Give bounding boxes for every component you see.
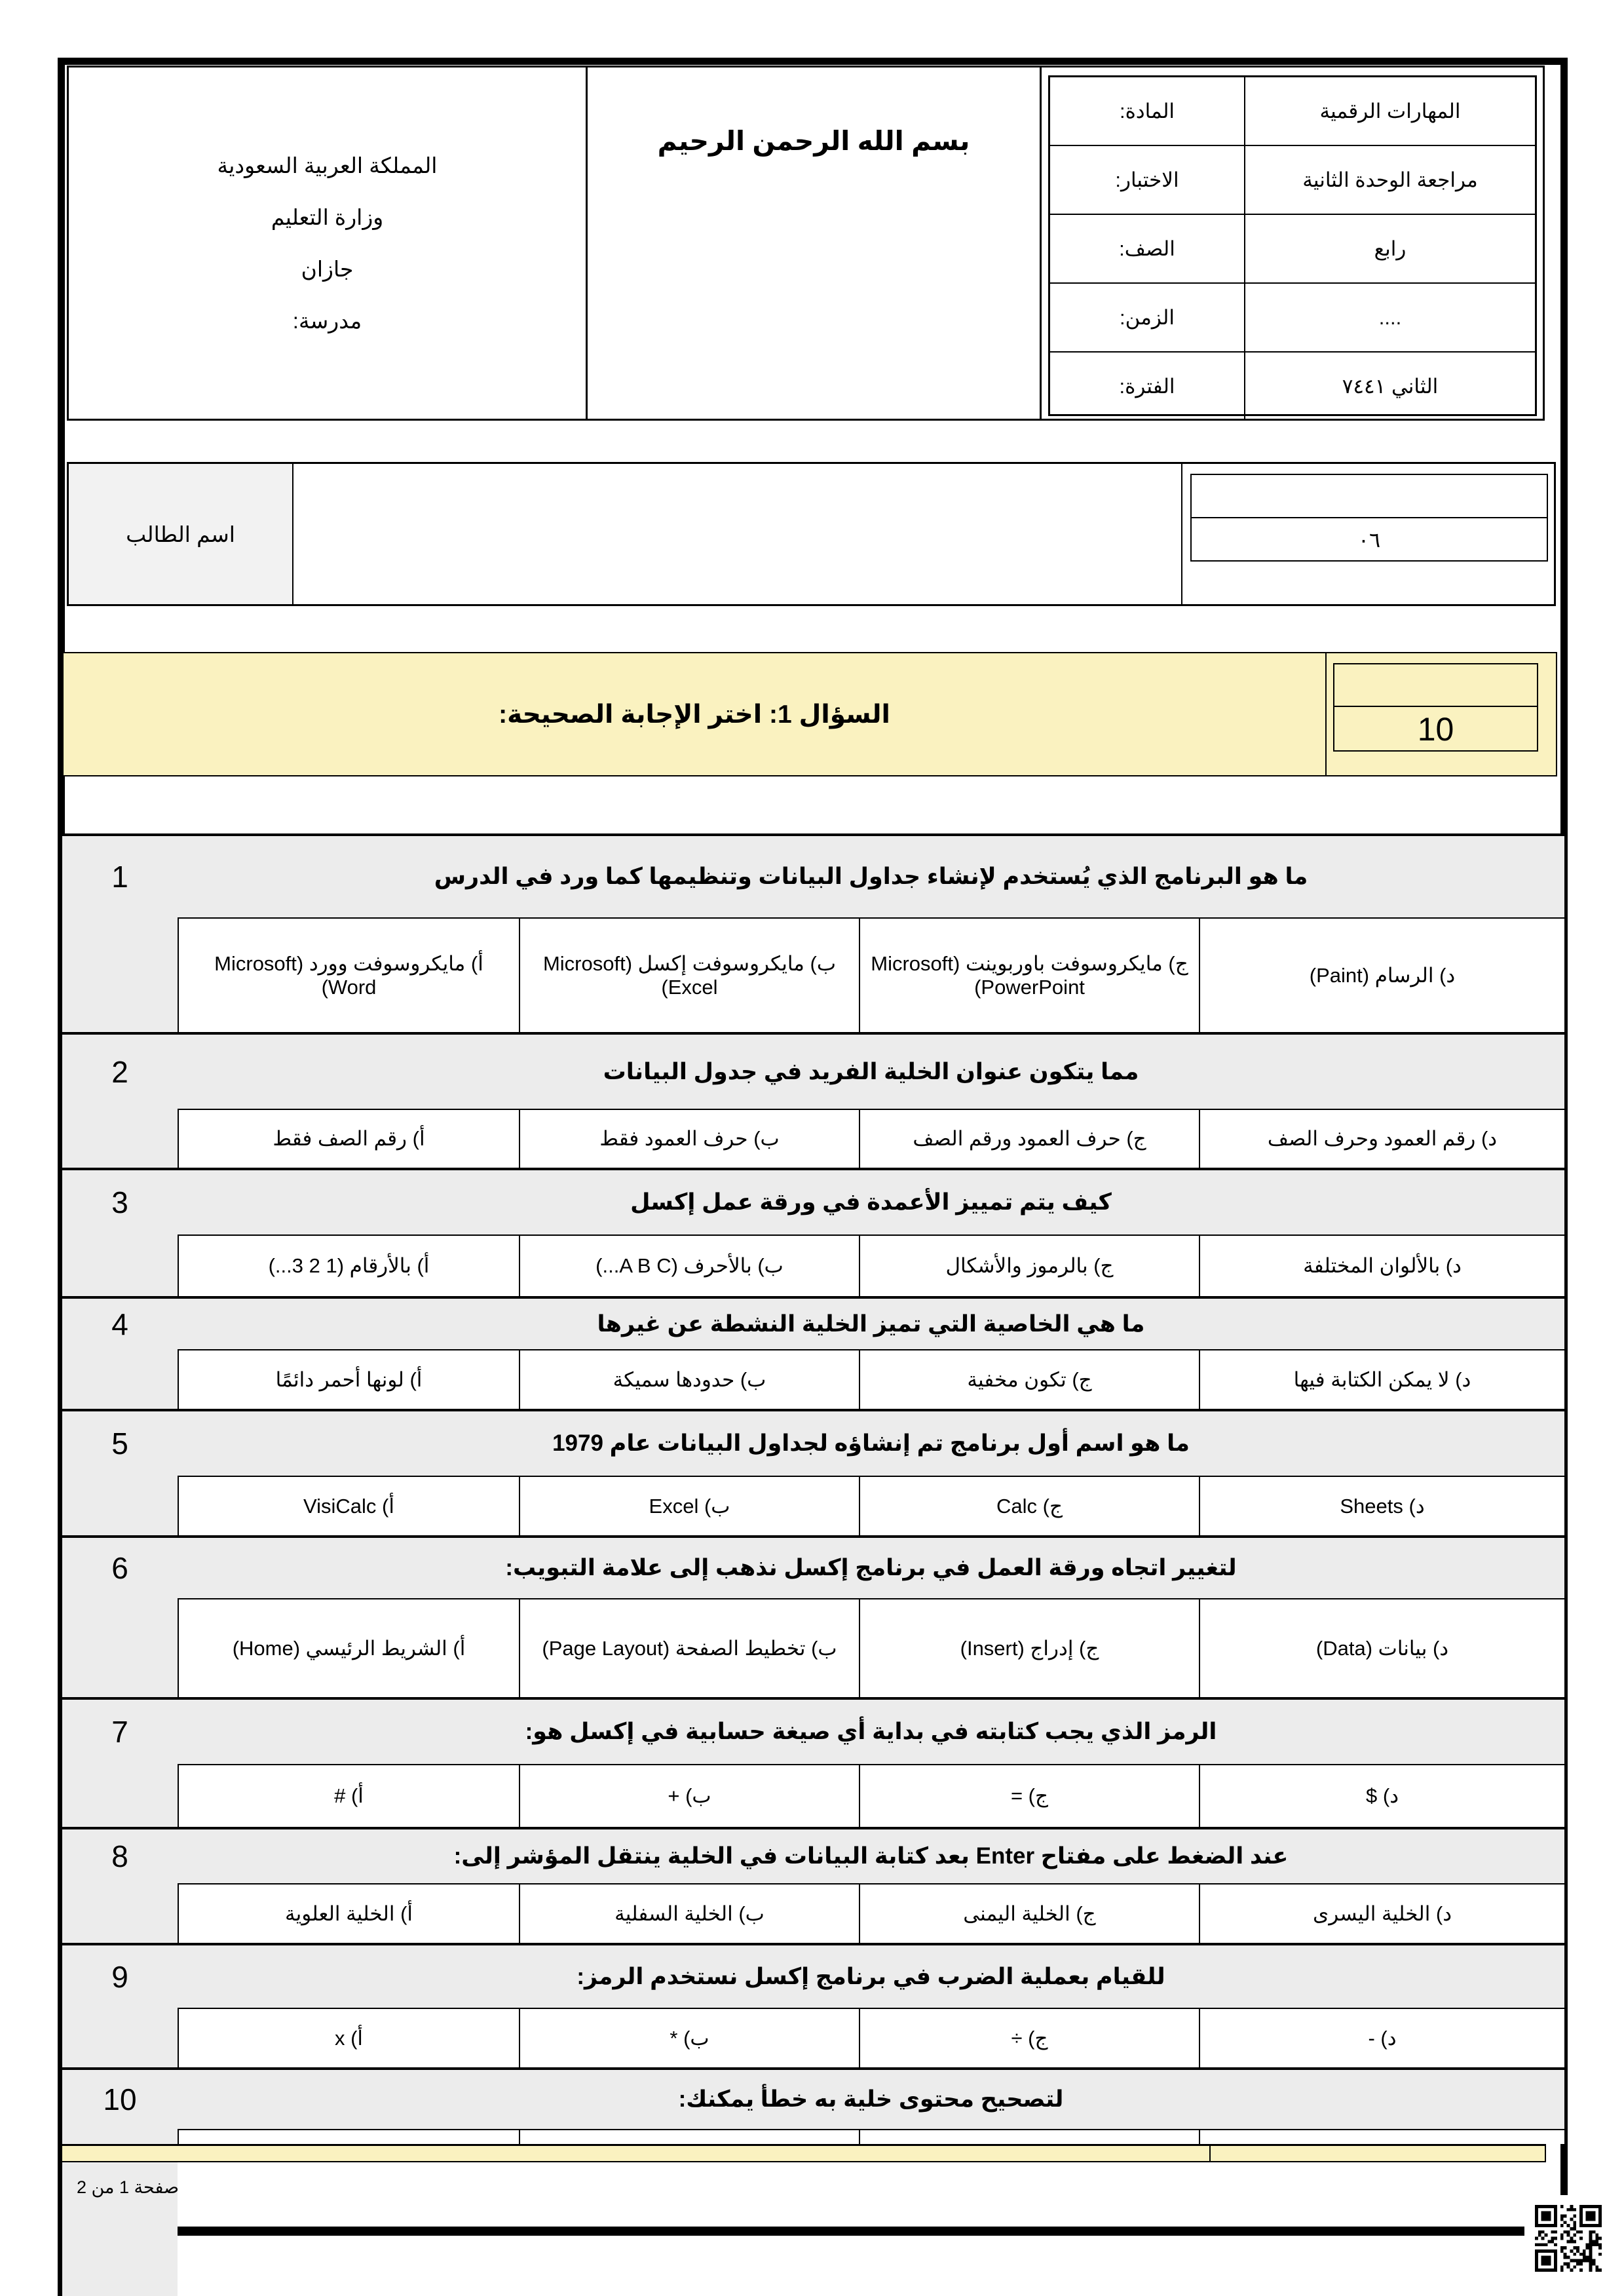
option-a: أ) بالأرقام (1 2 3...) xyxy=(268,1254,430,1277)
student-score-code: ٠٦ xyxy=(1357,528,1381,552)
question-block xyxy=(62,1943,1566,2067)
header-divider-2 xyxy=(1040,67,1042,419)
option-d: د) لا يمكن الكتابة فيها xyxy=(1199,1350,1564,1409)
option-a: أ) الخلية العلوية xyxy=(285,1902,413,1925)
question-text: للقيام بعملية الضرب في برنامج إكسل نستخدم الرمز: xyxy=(576,1963,1165,1989)
ministry-line-region: جازان xyxy=(301,257,354,281)
question-number: 10 xyxy=(103,2082,137,2116)
option-b: ب) * xyxy=(519,2009,859,2067)
option-a: أ) رقم الصف فقط xyxy=(273,1127,425,1150)
question-block xyxy=(62,1296,1566,1409)
question-options-row xyxy=(178,1234,1564,1296)
next-section-strip-divider xyxy=(1209,2146,1211,2161)
option-c: ج) = xyxy=(859,1765,1199,1827)
option-a: أ) VisiCalc xyxy=(303,1494,394,1518)
option-d: د) - xyxy=(1199,2009,1564,2067)
question-text: مما يتكون عنوان الخلية الفريد في جدول البيانات xyxy=(603,1058,1139,1084)
option-a: أ) # xyxy=(334,1784,364,1807)
option-b: ب) تخطيط الصفحة (Page Layout) xyxy=(519,1599,859,1697)
ministry-block xyxy=(69,67,586,419)
option-c: ج) تكون مخفية xyxy=(859,1350,1199,1409)
option-d: د) بيانات (Data) xyxy=(1199,1599,1564,1697)
info-row-grade xyxy=(1050,215,1535,284)
option-d xyxy=(1199,2130,1564,2144)
question-options-row xyxy=(178,1349,1564,1409)
qr-code xyxy=(1535,2204,1602,2273)
question-text: كيف يتم تمييز الأعمدة في ورقة عمل إكسل xyxy=(630,1189,1112,1215)
info-row-subject xyxy=(1050,77,1535,146)
question-options-row xyxy=(178,1883,1564,1943)
question-number: 6 xyxy=(111,1551,128,1585)
student-score-box xyxy=(1190,474,1548,562)
option-c: ج) مايكروسوفت باوربوينت (Microsoft PowerPoint) xyxy=(859,919,1199,1032)
option-c: ج) إدراج (Insert) xyxy=(859,1599,1199,1697)
exam-info-table xyxy=(1048,75,1537,416)
info-value-exam: مراجعة الوحدة الثانية xyxy=(1302,168,1478,191)
student-name-field[interactable] xyxy=(295,464,1181,604)
info-row-period xyxy=(1050,353,1535,420)
question-number: 1 xyxy=(111,860,128,894)
option-d: د) بالألوان المختلفة xyxy=(1199,1236,1564,1296)
option-d: د) الخلية اليسرى xyxy=(1199,1885,1564,1943)
ministry-line-school: مدرسة: xyxy=(292,309,362,333)
question-text: ما هو البرنامج الذي يُستخدم لإنشاء جداول البيانات وتنظيمها كما ورد في الدرس xyxy=(434,864,1308,889)
option-c: ج) حرف العمود ورقم الصف xyxy=(859,1110,1199,1168)
section-score-value: 10 xyxy=(1417,711,1454,748)
question-text: لتغيير اتجاه ورقة العمل في برنامج إكسل نذهب إلى علامة التبويب: xyxy=(505,1555,1237,1580)
question-number: 2 xyxy=(111,1054,128,1089)
question-number: 5 xyxy=(111,1426,128,1461)
student-name-label: اسم الطالب xyxy=(69,464,293,604)
section-title: السؤال 1: اختر الإجابة الصحيحة: xyxy=(499,700,890,729)
ministry-line-country: المملكة العربية السعودية xyxy=(217,153,438,178)
student-row-divider xyxy=(1181,464,1182,604)
page-border-top xyxy=(58,58,1568,65)
option-d: د) رقم العمود وحرف الصف xyxy=(1199,1110,1564,1168)
question-options-row xyxy=(178,2129,1564,2144)
question-header-row xyxy=(62,1829,1564,1883)
option-b: ب) Excel xyxy=(519,1477,859,1535)
question-header-row xyxy=(62,2070,1564,2129)
option-b: ب) حرف العمود فقط xyxy=(519,1110,859,1168)
page-footer-label: صفحة 1 من 2 xyxy=(76,2177,179,2197)
option-c: ج) Calc xyxy=(859,1477,1199,1535)
question-number: 4 xyxy=(111,1307,128,1341)
section-score-box xyxy=(1333,663,1538,752)
info-value-grade: رابع xyxy=(1374,237,1407,260)
question-text: لتصحيح محتوى خلية به خطأ يمكنك: xyxy=(678,2086,1064,2112)
question-block xyxy=(62,1827,1566,1943)
option-c: ج) ÷ xyxy=(859,2009,1199,2067)
option-d: د) $ xyxy=(1199,1765,1564,1827)
question-header-row xyxy=(62,1170,1564,1234)
question-block xyxy=(62,833,1566,1032)
question-options-row xyxy=(178,1476,1564,1535)
question-text: الرمز الذي يجب كتابته في بداية أي صيغة حسابية في إكسل هو: xyxy=(525,1719,1217,1744)
option-a: أ) لونها أحمر دائمًا xyxy=(275,1368,423,1391)
option-b: ب) مايكروسوفت إكسل (Microsoft Excel) xyxy=(519,919,859,1032)
question-table xyxy=(62,833,1566,2144)
option-c: ج) الخلية اليمنى xyxy=(859,1885,1199,1943)
basmala: بسم الله الرحمن الرحيم xyxy=(657,126,970,156)
section-divider xyxy=(1325,653,1327,775)
question-block xyxy=(62,1535,1566,1697)
question-options-row xyxy=(178,917,1564,1032)
header-table xyxy=(67,66,1545,421)
question-block xyxy=(62,1032,1566,1168)
question-number: 3 xyxy=(111,1185,128,1219)
question-header-row xyxy=(62,1945,1564,2008)
info-row-exam xyxy=(1050,146,1535,215)
question-text: ما هي الخاصية التي تميز الخلية النشطة عن غيرها xyxy=(597,1311,1145,1337)
question-number: 8 xyxy=(111,1839,128,1873)
option-c: ج) بالرموز والأشكال xyxy=(859,1236,1199,1296)
info-value-time: .... xyxy=(1378,305,1402,329)
question-header-row xyxy=(62,1035,1564,1109)
question-header-row xyxy=(62,1299,1564,1349)
option-a: أ) الشريط الرئيسي (Home) xyxy=(232,1636,466,1660)
info-label-period: الفترة: xyxy=(1050,353,1245,420)
option-c xyxy=(859,2130,1199,2144)
option-d: د) الرسام (Paint) xyxy=(1199,919,1564,1032)
question-options-row xyxy=(178,2008,1564,2067)
info-row-time xyxy=(1050,284,1535,353)
option-b: ب) بالأحرف (A B C...) xyxy=(519,1236,859,1296)
student-row xyxy=(67,462,1556,606)
option-b: ب) حدودها سميكة xyxy=(519,1350,859,1409)
info-label-subject: المادة: xyxy=(1050,77,1245,145)
option-b: ب) + xyxy=(519,1765,859,1827)
section-header xyxy=(62,652,1557,776)
question-block xyxy=(62,1409,1566,1535)
question-number: 9 xyxy=(111,1959,128,1994)
question-header-row xyxy=(62,1411,1564,1476)
section-score-empty-cell xyxy=(1334,664,1537,707)
option-a: أ) مايكروسوفت وورد (Microsoft Word) xyxy=(214,951,483,999)
question-options-row xyxy=(178,1598,1564,1697)
question-text: ما هو اسم أول برنامج تم إنشاؤه لجداول البيانات عام 1979 xyxy=(552,1430,1190,1456)
footer-rule xyxy=(178,2227,1524,2236)
ministry-line-ministry: وزارة التعليم xyxy=(271,205,384,229)
question-options-row xyxy=(178,1764,1564,1827)
question-text: عند الضغط على مفتاح Enter بعد كتابة البيانات في الخلية ينتقل المؤشر إلى: xyxy=(453,1843,1289,1869)
question-header-row xyxy=(62,836,1564,917)
question-header-row xyxy=(62,1700,1564,1764)
question-header-row xyxy=(62,1538,1564,1598)
info-label-exam: الاختبار: xyxy=(1050,146,1245,214)
info-label-grade: الصف: xyxy=(1050,215,1245,282)
question-number: 7 xyxy=(111,1715,128,1749)
option-d: د) Sheets xyxy=(1199,1477,1564,1535)
next-section-strip xyxy=(62,2144,1546,2162)
option-b xyxy=(519,2130,859,2144)
option-b: ب) الخلية السفلية xyxy=(519,1885,859,1943)
option-a xyxy=(179,2130,519,2144)
info-value-period: الثاني ٧٤٤١ xyxy=(1342,374,1439,398)
question-options-row xyxy=(178,1109,1564,1168)
student-score-box-empty-cell xyxy=(1192,475,1547,518)
info-value-subject: المهارات الرقمية xyxy=(1319,99,1461,123)
info-label-time: الزمن: xyxy=(1050,284,1245,351)
question-block xyxy=(62,1697,1566,1827)
option-a: أ) x xyxy=(334,2026,364,2050)
question-block xyxy=(62,1168,1566,1296)
question-block xyxy=(62,2067,1566,2144)
